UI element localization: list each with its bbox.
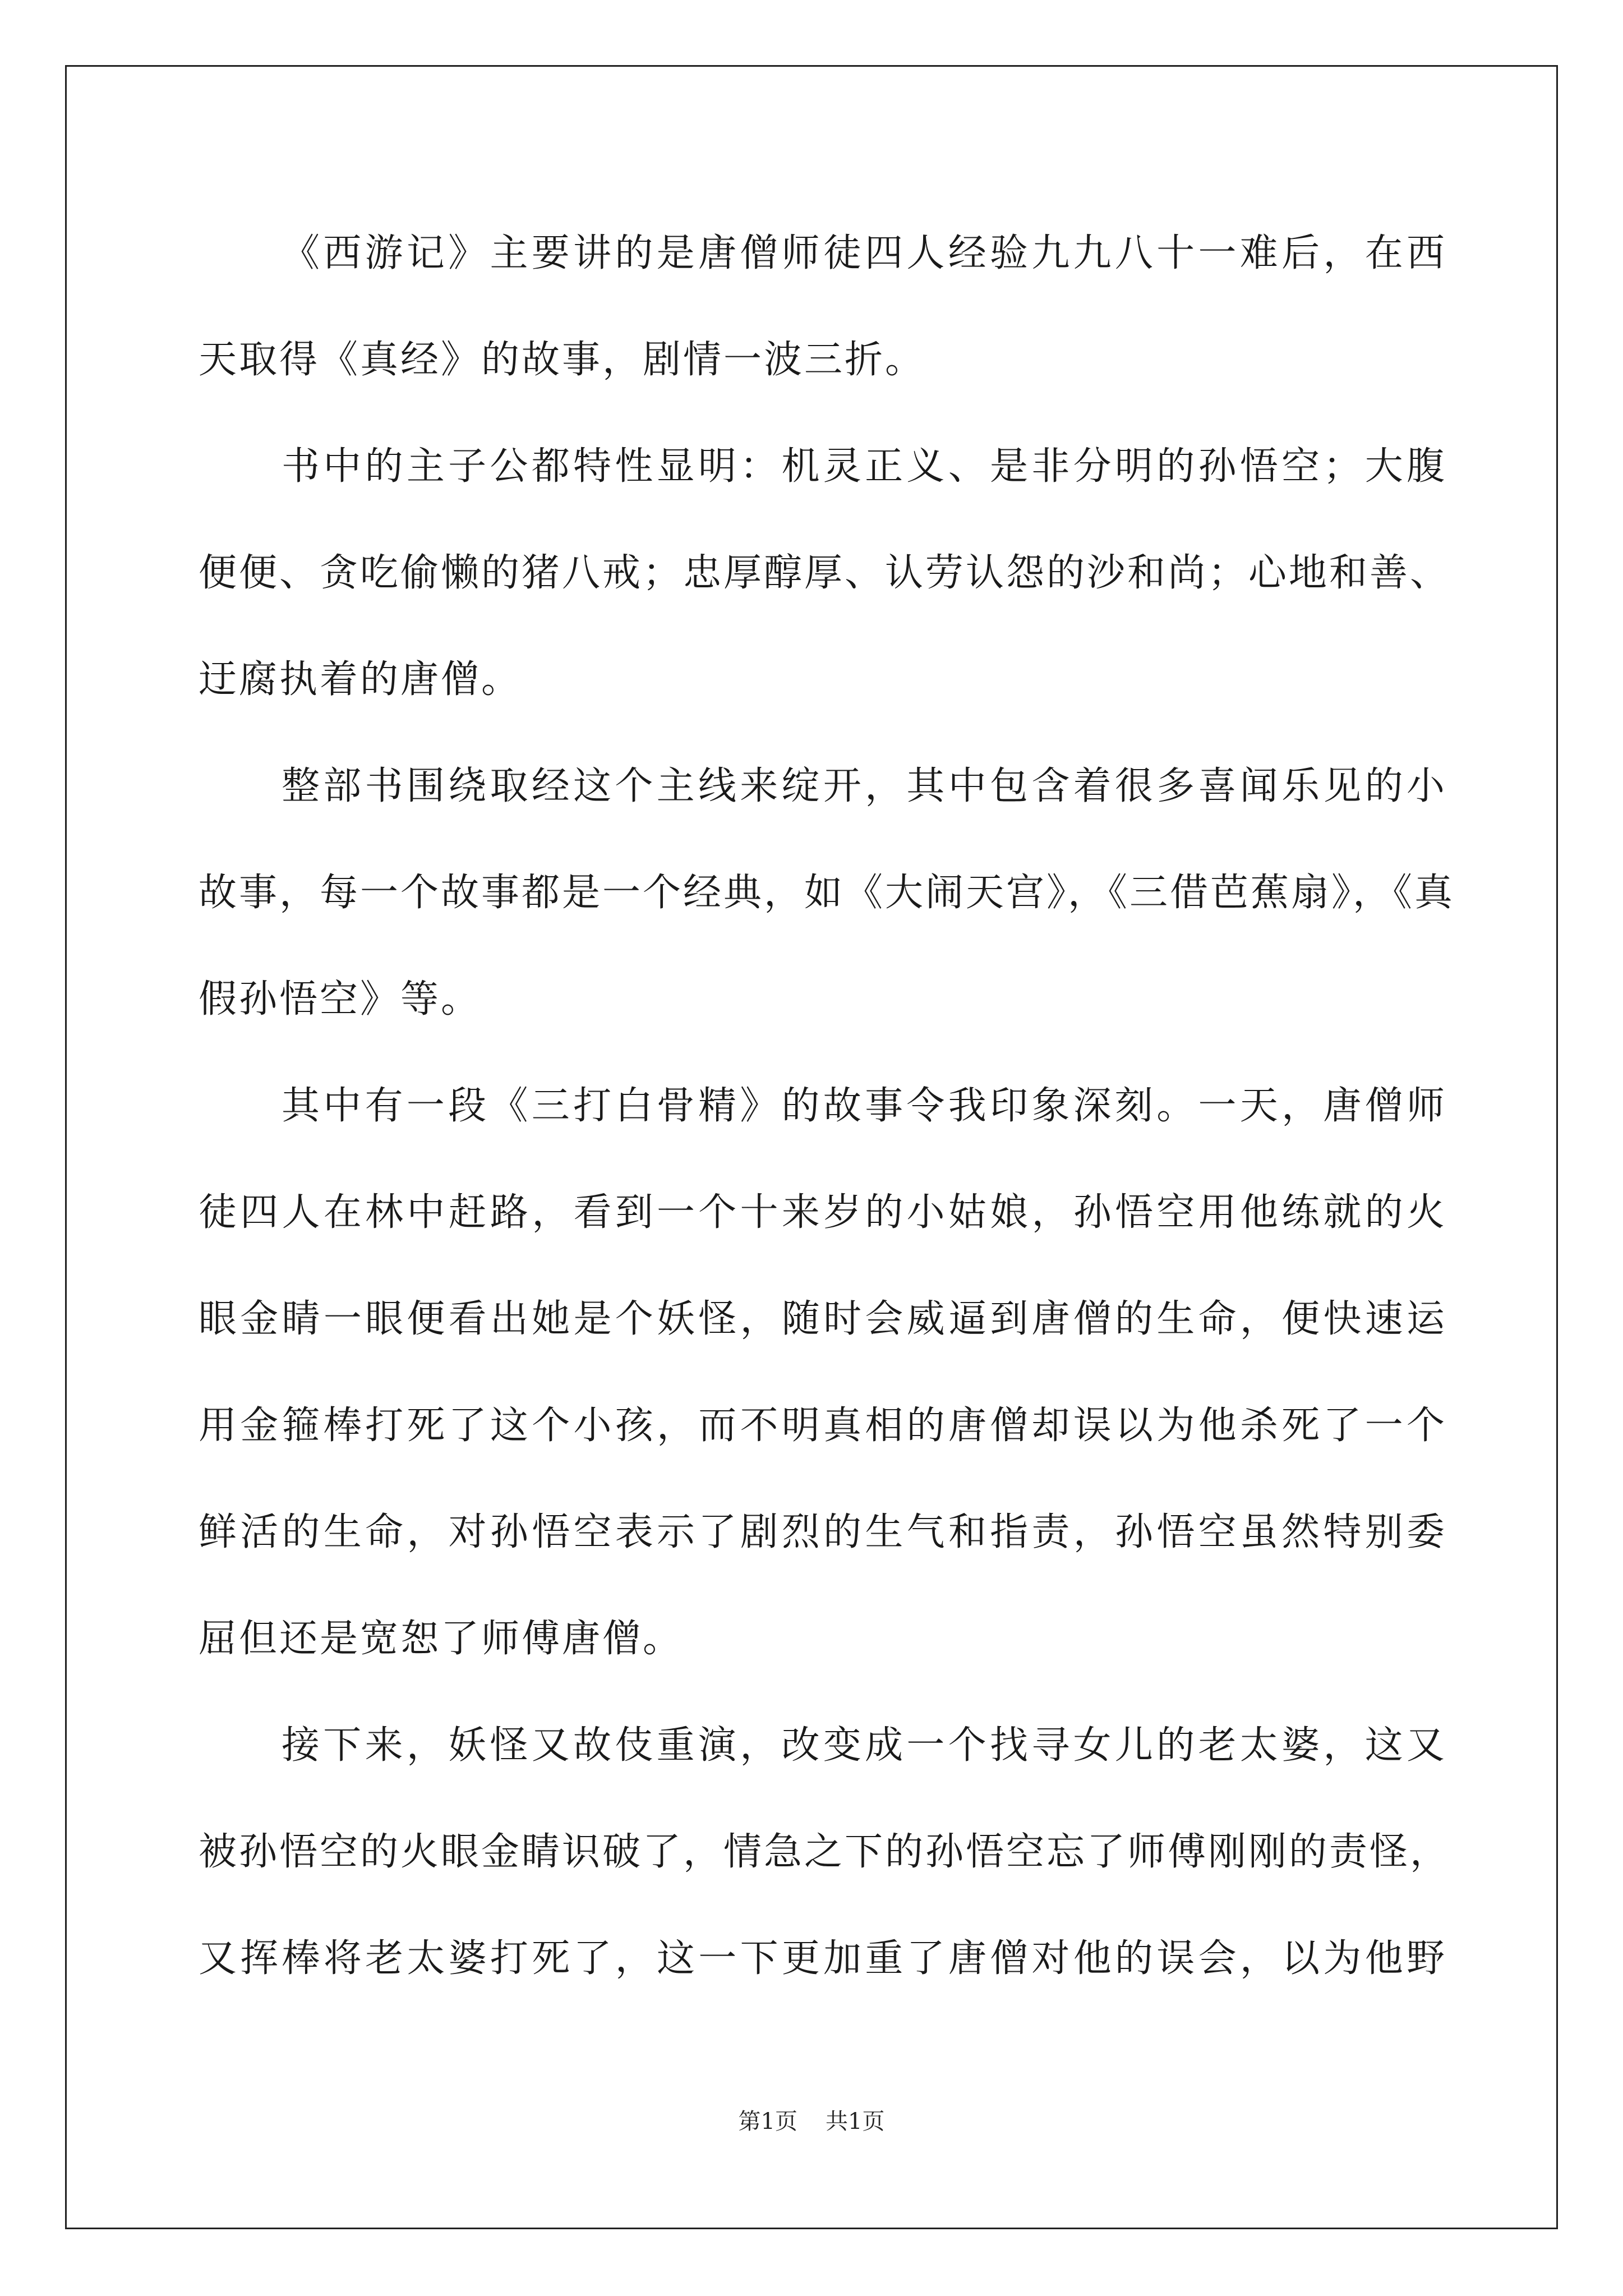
- text-line: 又挥棒将老太婆打死了，这一下更加重了唐僧对他的误会，以为他野: [199, 1936, 1447, 1981]
- document-body: [199, 220, 1455, 2032]
- text-line: 书中的主子公都特性显明：机灵正义、是非分明的孙悟空；大腹: [282, 444, 1447, 489]
- text-line: 整部书围绕取经这个主线来绽开，其中包含着很多喜闻乐见的小: [282, 764, 1447, 808]
- text-line: 假孙悟空》等。: [199, 977, 482, 1022]
- text-line: 眼金睛一眼便看出她是个妖怪，随时会威逼到唐僧的生命，便快速运: [199, 1297, 1447, 1341]
- text-line: 接下来，妖怪又故伎重演，改变成一个找寻女儿的老太婆，这又: [282, 1723, 1447, 1768]
- text-line: 迂腐执着的唐僧。: [199, 657, 522, 702]
- text-line: 用金箍棒打死了这个小孩，而不明真相的唐僧却误以为他杀死了一个: [199, 1404, 1447, 1448]
- page-footer: [0, 2105, 1623, 2138]
- text-line: 屈但还是宽恕了师傅唐僧。: [199, 1617, 684, 1661]
- text-line: 《西游记》主要讲的是唐僧师徒四人经验九九八十一难后，在西: [282, 231, 1447, 275]
- text-line: 徒四人在林中赶路，看到一个十来岁的小姑娘，孙悟空用他练就的火: [199, 1190, 1447, 1235]
- text-line: 被孙悟空的火眼金睛识破了，情急之下的孙悟空忘了师傅刚刚的责怪，: [199, 1830, 1451, 1874]
- page-number-current: 第1页: [738, 2109, 797, 2134]
- text-line: 故事，每一个故事都是一个经典，如《大闹天宫》，《三借芭蕉扇》，《真: [199, 871, 1455, 915]
- text-line: 其中有一段《三打白骨精》的故事令我印象深刻。一天，唐僧师: [282, 1084, 1447, 1128]
- text-line: 天取得《真经》的故事，剧情一波三折。: [199, 338, 926, 382]
- page-number-total: 共1页: [826, 2109, 885, 2134]
- text-line: 便便、贪吃偷懒的猪八戒；忠厚醇厚、认劳认怨的沙和尚；心地和善、: [199, 551, 1451, 595]
- text-line: 鲜活的生命，对孙悟空表示了剧烈的生气和指责，孙悟空虽然特别委: [199, 1510, 1447, 1554]
